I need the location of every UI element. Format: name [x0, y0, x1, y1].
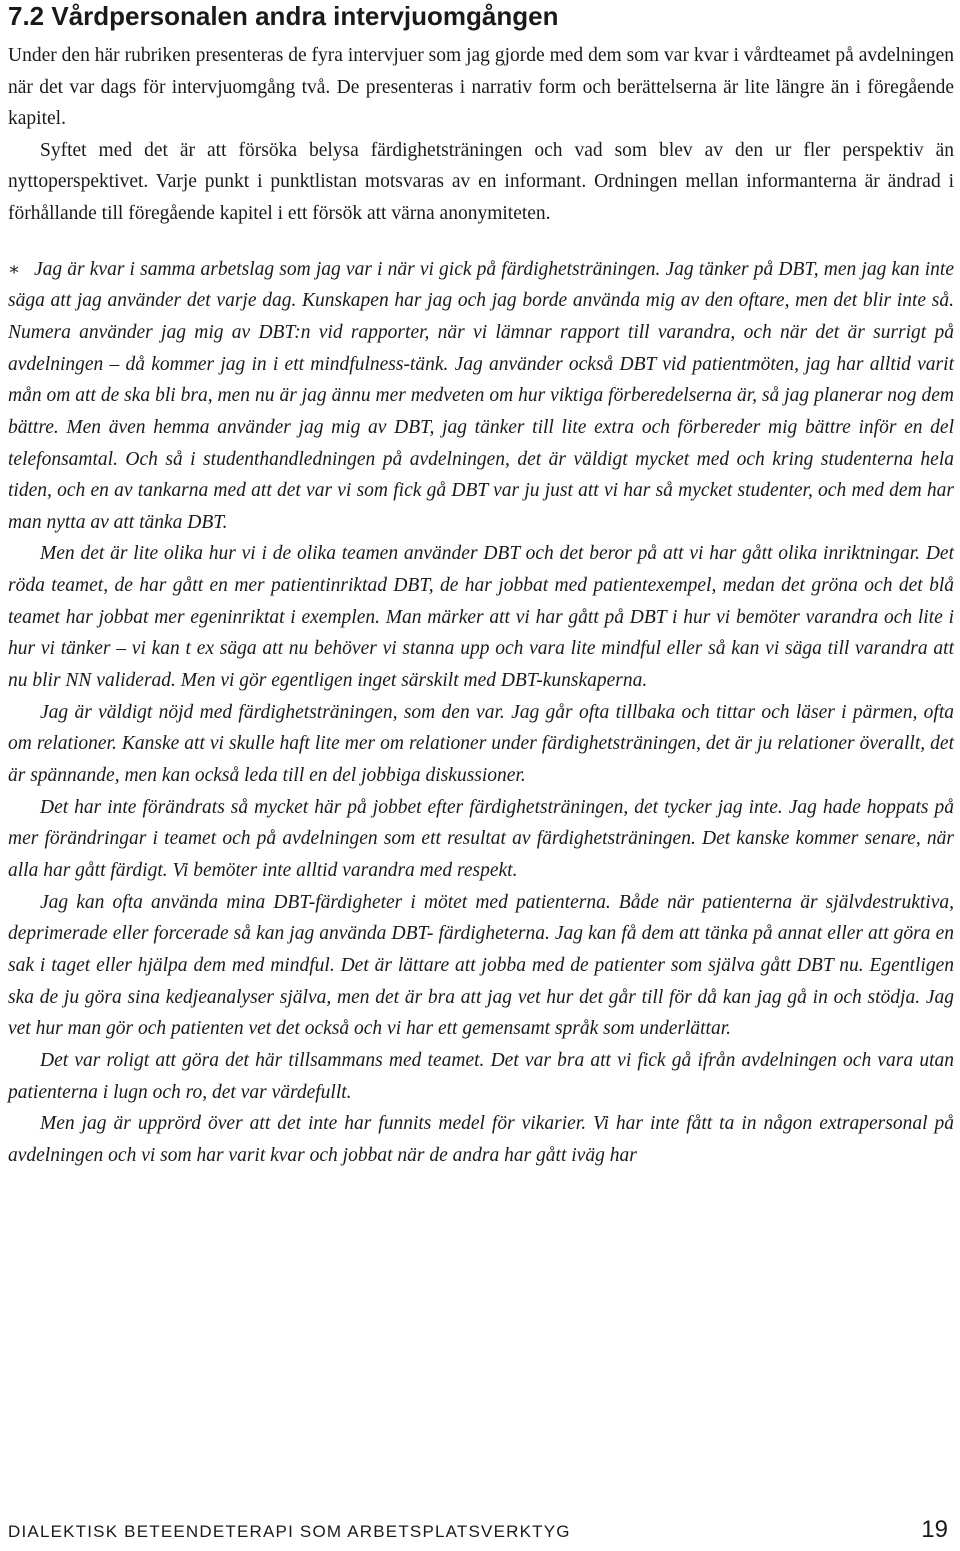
intro-paragraph: Under den här rubriken presenteras de fyra intervjuer som jag gjorde med dem som var kvar i vårdteamet på avdelningen när det var dags för intervjuomgång två. De presenteras i narrativ form och berättelserna är lite längre än i föregående kapitel. — [8, 45, 954, 130]
quote-paragraph: Jag kan ofta använda mina DBT-färdigheter i mötet med patienterna. Både när patienterna är självdestruktiva, deprimerade eller forcerade så kan jag använda DBT- färdigheterna. Jag kan få dem att tänka på annat eller att göra en sak i taget eller hjälpa dem med mindful. Det är lättare att jobba med de patienter som själva gått DBT nu. Egentligen ska de ju göra sina kedjeanalyser själva, men det är bra att jag vet hur det går till för då kan jag gå in och stödja. Jag vet hur man gör och patienten vet det också och vi har ett gemensamt språk som underlättar. — [8, 891, 954, 1040]
quote-paragraph: Men jag är upprörd över att det inte har funnits medel för vikarier. Vi har inte fått ta in någon extrapersonal på avdelningen och vi som har varit kvar och jobbat när de andra har gått iväg har — [8, 1113, 954, 1166]
page-footer — [8, 1512, 948, 1544]
asterisk-bullet-icon: ∗ — [8, 258, 21, 279]
page-number: 19 — [921, 1516, 948, 1543]
intro-paragraph: Syftet med det är att försöka belysa färdighetsträningen och vad som blev av den ur fler perspektiv än nyttoperspektivet. Varje punkt i punktlistan motsvaras av en informant. Ordningen mellan informanterna är ändrad i förhållande till föregående kapitel i ett försök att värna anonymiteten. — [8, 139, 954, 224]
quote-paragraph: Det var roligt att göra det här tillsammans med teamet. Det var bra att vi fick gå ifrån avdelningen och vara utan patienterna i lugn och ro, det var värdefullt. — [8, 1049, 954, 1103]
interview-quote — [8, 254, 954, 1172]
quote-paragraph: Det har inte förändrats så mycket här på jobbet efter färdighetsträningen, det tycker jag inte. Jag hade hoppats på mer förändringar i teamet och på avdelningen som ett resultat av färdighetsträningen. Det kanske kommer senare, när alla har gått färdigt. Vi bemöter inte alltid varandra med respekt. — [8, 796, 954, 882]
running-title: DIALEKTISK BETEENDETERAPI SOM ARBETSPLATSVERKTYG — [8, 1522, 571, 1541]
quote-paragraph — [8, 254, 954, 539]
intro-text — [8, 40, 954, 230]
quote-paragraph: Jag är väldigt nöjd med färdighetsträningen, som den var. Jag går ofta tillbaka och tittar och läser i pärmen, ofta om relationer. Kanske att vi skulle haft lite mer om relationer under färdighetsträningen, det är ju relationer överallt, det är spännande, men kan också leda till en del jobbiga diskussioner. — [8, 701, 954, 787]
document-page — [8, 0, 954, 1172]
quote-paragraph: Men det är lite olika hur vi i de olika teamen använder DBT och det beror på att vi har gått olika inriktningar. Det röda teamet, de har gått en mer patientinriktad DBT, de har jobbat med patientexempel, medan det gröna och det blå teamet har jobbat mer egeninriktat i exemplen. Man märker att vi har gått på DBT i hur vi bemöter varandra och lite i hur vi tänker – vi kan t ex säga att nu behöver vi stanna upp och vara lite mindful eller så kan vi säga till varandra att nu blir NN validerad. Men vi gör egentligen inget särskilt med DBT-kunskaperna. — [8, 543, 954, 692]
quote-paragraph-text: Jag är kvar i samma arbetslag som jag var i när vi gick på färdighetsträningen. Jag tänker på DBT, men jag kan inte säga att jag använder det varje dag. Kunskapen har jag och jag borde använda mig av den oftare, men det blir inte så. Numera använder jag mig av DBT:n vid rapporter, när vi lämnar rapport till varandra, och när det är surrigt på avdelningen – då kommer jag in i ett mindfulness-tänk. Jag använder också DBT vid patientmöten, jag har alltid varit mån om att de ska bli bra, men nu är jag ännu mer medveten om hur viktiga förberedelserna är, så jag planerar nog dem bättre. Men även hemma använder jag mig av DBT, jag tänker till lite extra och förbereder mig bättre inför en del telefonsamtal. Och så i studenthandledningen på avdelningen, det är väldigt mycket med och kring studenterna hela tiden, och en av tankarna med att det var vi som fick gå DBT var ju just att vi har så mycket studenter, och med dem har man nytta av att tänka DBT. — [8, 258, 954, 533]
section-heading: 7.2 Vårdpersonalen andra intervjuomgången — [8, 1, 559, 31]
